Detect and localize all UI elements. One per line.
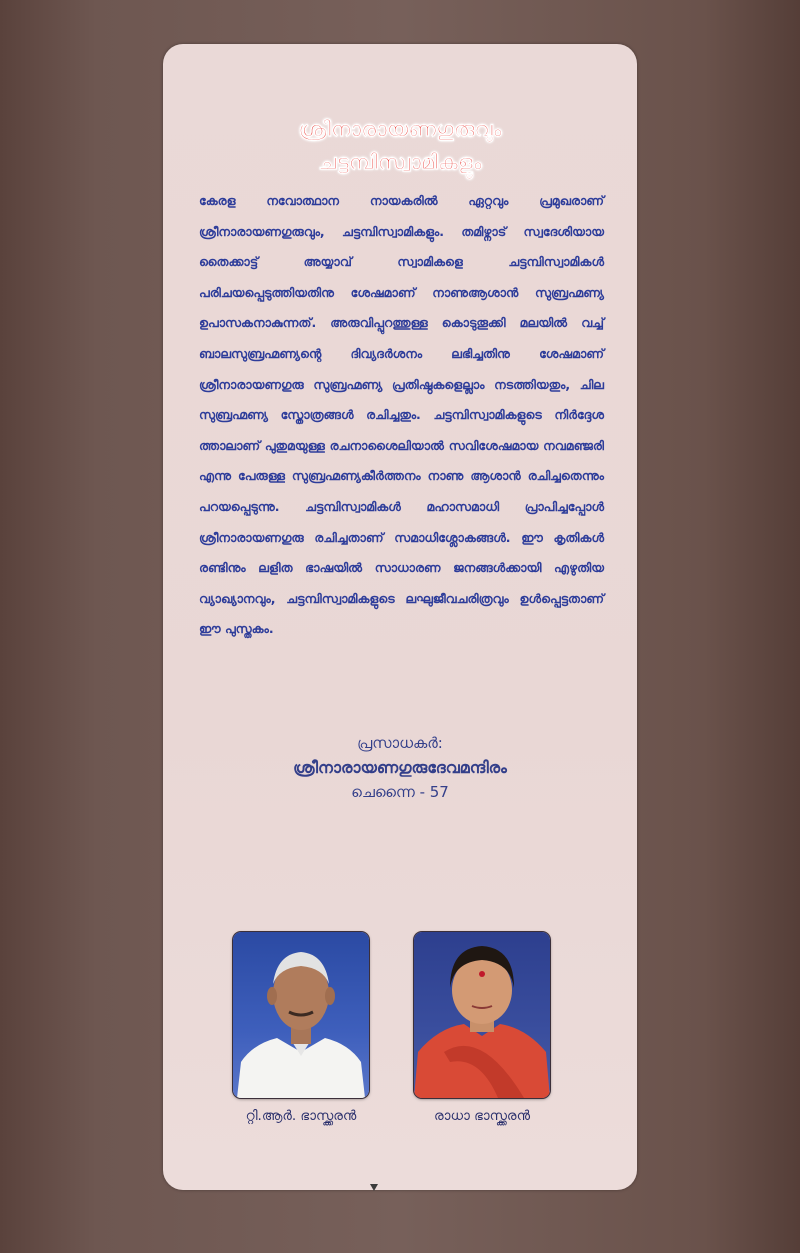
book-description: കേരള നവോത്ഥാന നായകരിൽ ഏറ്റവും പ്രമുഖരാണ് ശ്രീനാരായണഗുരുവും, ചട്ടമ്പിസ്വാമികളും. തമിഴ്നാട് സ്വദേശിയായ തൈക്കാട്ട് അയ്യാവ് സ്വാമികളെ ചട്ടമ്പിസ്വാമികൾ പരിചയപ്പെടുത്തിയതിനു ശേഷമാണ് നാണുആശാൻ സുബ്രഹ്മണ്യ ഉപാസകനാകുന്നത്. അരുവിപ്പുറത്തുള്ള കൊടുതൂക്കി മലയിൽ വച്ച് ബാലസുബ്രഹ്മണ്യന്റെ ദിവ്യദർശനം ലഭിച്ചതിനു ശേഷമാണ് ശ്രീനാരായണഗുരു സുബ്രഹ്മണ്യ പ്രതിഷ്ഠകളെല്ലാം നടത്തിയതും, ചില സുബ്രഹ്മണ്യ സ്തോത്രങ്ങൾ രചിച്ചതും. ചട്ടമ്പിസ്വാമികളുടെ നിർദ്ദേശ ത്താലാണ് പുതുമയുള്ള രചനാശൈലിയാൽ സവിശേഷമായ നവമഞ്ജരി എന്നു പേരുള്ള സുബ്രഹ്മണ്യകീർത്തനം നാണു ആശാൻ രചിച്ചതെന്നും പറയപ്പെടുന്നു. ചട്ടമ്പിസ്വാമികൾ മഹാസമാധി പ്രാപിച്ചപ്പോൾ ശ്രീനാരായണഗുരു രചിച്ചതാണ് സമാധിശ്ലോകങ്ങൾ. ഈ കൃതികൾ രണ്ടിനും ലളിത ഭാഷയിൽ സാധാരണ ജനങ്ങൾക്കായി എഴുതിയ വ്യാഖ്യാനവും, ചട്ടമ്പിസ്വാമികളുടെ ലഘുജീവചരിത്രവും ഉൾപ്പെട്ടതാണ് ഈ പുസ്തകം.: [199, 193, 604, 637]
book-title-line-2: ചട്ടമ്പിസ്വാമികളും: [318, 150, 482, 174]
bottom-notch-mark: [370, 1184, 378, 1191]
back-cover-panel: [163, 44, 637, 1190]
publisher-city: ചെന്നൈ - 57: [351, 783, 449, 801]
author-name-left: റ്റി.ആർ. ഭാസ്ക്കരൻ: [245, 1108, 357, 1124]
author-photo-left: [233, 932, 369, 1098]
book-title-line-1: ശ്രീനാരായണഗുരുവും: [298, 117, 502, 141]
publisher-name: ശ്രീനാരായണഗുരുദേവമന്ദിരം: [293, 758, 507, 777]
author-photo-right: [414, 932, 550, 1098]
author-portrait-woman: [414, 932, 550, 1098]
author-name-right: രാധാ ഭാസ്ക്കരൻ: [433, 1108, 531, 1124]
author-portrait-man: [233, 932, 369, 1098]
publisher-label: പ്രസാധകർ:: [357, 734, 443, 752]
